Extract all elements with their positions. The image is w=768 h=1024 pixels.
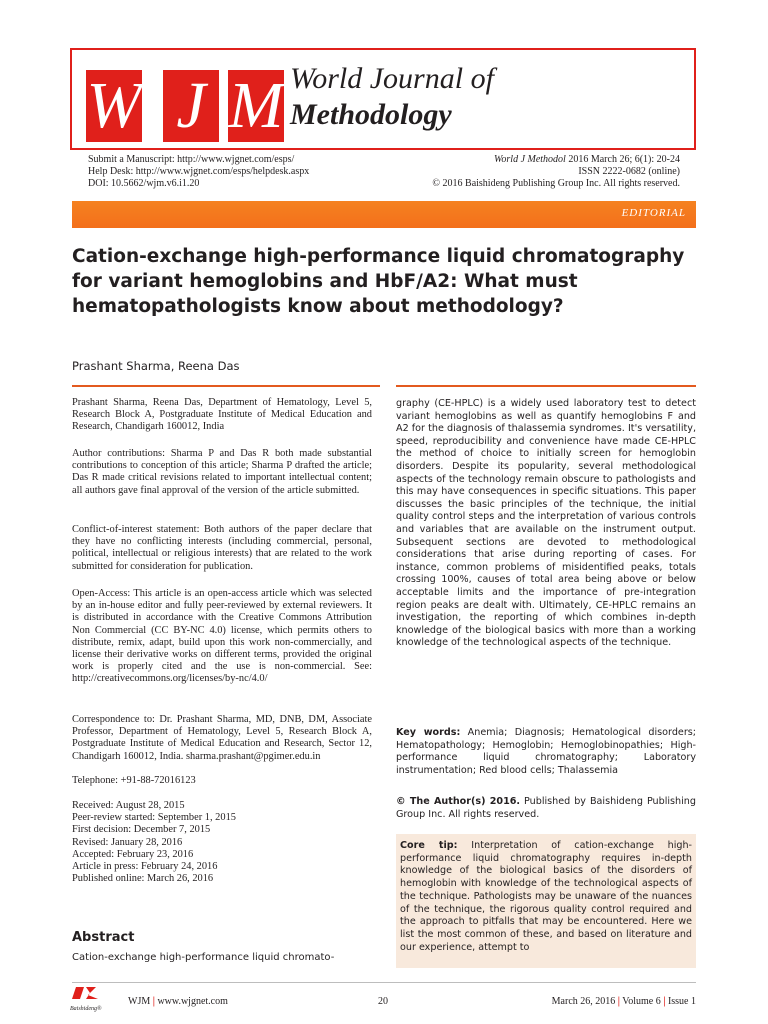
date-revised: Revised: January 28, 2016 <box>72 836 183 848</box>
footer-website-link[interactable]: www.wjgnet.com <box>157 996 228 1007</box>
divider-left <box>72 385 380 387</box>
footer-date: March 26, 2016 <box>551 996 616 1007</box>
keywords-list: Anemia; Diagnosis; Hematological disorders; Hematopathology; Hemoglobin; Hemoglobinopathies; High-performance liquid chromatography; Laboratory instrumentation; Red blood cells; Thalassemia <box>396 727 696 776</box>
keywords-label: Key words: <box>396 727 461 738</box>
keywords <box>396 727 696 777</box>
footer-volume: Volume 6 <box>622 996 661 1007</box>
date-accepted: Accepted: February 23, 2016 <box>72 848 194 860</box>
footer-separator: | <box>663 996 666 1007</box>
core-tip-label: Core tip: <box>400 840 458 851</box>
doi[interactable]: DOI: 10.5662/wjm.v6.i1.20 <box>88 178 200 189</box>
author-copyright <box>396 796 696 821</box>
author-copyright-text: Published by Baishideng Publishing Group Inc. All rights reserved. <box>396 796 696 820</box>
core-tip <box>400 840 692 954</box>
section-bar <box>72 201 696 228</box>
author-copyright-label: © The Author(s) 2016. <box>396 796 521 807</box>
date-published: Published online: March 26, 2016 <box>72 873 214 885</box>
journal-name-line1: World Journal of <box>290 62 494 95</box>
citation-journal: World J Methodol <box>493 154 566 165</box>
footer-journal <box>128 996 228 1007</box>
date-peer-review: Peer-review started: September 1, 2015 <box>72 812 236 824</box>
article-title: Cation-exchange high-performance liquid chromatography for variant hemoglobins and HbF/A2: What must hematopathologists know about methodology? <box>72 246 685 317</box>
logo-letter-m: M <box>228 69 284 142</box>
date-received: Received: August 28, 2015 <box>72 800 185 811</box>
page-number: 20 <box>378 996 388 1007</box>
conflict-of-interest: Conflict-of-interest statement: Both authors of the paper declare that they have no conflicting interests (including commercial, personal, political, intellectual or religious interests) that are related to the work submitted for consideration for publication. <box>72 524 372 572</box>
telephone: Telephone: +91-88-72016123 <box>72 775 196 786</box>
citation <box>494 154 680 166</box>
date-first-decision: First decision: December 7, 2015 <box>72 824 211 836</box>
article-dates <box>72 800 372 885</box>
footer-issue-info <box>552 996 696 1007</box>
abstract-continued: graphy (CE-HPLC) is a widely used laboratory test to detect variant hemoglobins as well as quantify hemoglobins F and A2 for the diagnosis of thalassemia syndromes. It's versatility, speed, reproducibility and convenience have made CE-HPLC the method of choice to initially screen for hemoglobin disorders. Despite its popularity, several methodological aspects of the technology remain obscure to pathologists and this may have consequences in specific situations. This paper discusses the basic principles of the technique, the initial quality control steps and the interpretation of various controls and variables that are available on the instrument output. Subsequent sections are devoted to methodological considerations that arise during reporting of cases. For instance, common problems of misidentified peaks, totals crossing 100%, causes of total area being above or below acceptable limits and the importance of pre-integration region peaks are dealt with. Ultimately, CE-HPLC remains an investigation, the reporting of which combines in-depth knowledge of the biological basics with more than a working knowledge of the technological aspects of the technique. <box>396 398 696 649</box>
correspondence: Correspondence to: Dr. Prashant Sharma, MD, DNB, DM, Associate Professor, Department of Hematology, Level 5, Research Block A, Postgraduate Institute of Medical Education and Research, Sector 12, Chandigarh 160012, India. sharma.prashant@pgimer.edu.in <box>72 714 372 762</box>
journal-masthead <box>70 48 696 150</box>
date-in-press: Article in press: February 24, 2016 <box>72 861 218 873</box>
submit-manuscript-link[interactable]: Submit a Manuscript: http://www.wjgnet.com/esps/ <box>88 154 295 165</box>
abstract-first-line: Cation-exchange high-performance liquid chromato- <box>72 952 335 963</box>
divider-right <box>396 385 696 387</box>
logo-letter-w: W <box>86 69 142 142</box>
publisher-name: Baishideng® <box>70 1006 102 1012</box>
journal-name-line2: Methodology <box>290 98 452 131</box>
affiliation: Prashant Sharma, Reena Das, Department of Hematology, Level 5, Research Block A, Postgraduate Institute of Medical Education and Research, Chandigarh 160012, India <box>72 397 372 433</box>
footer-separator: | <box>617 996 620 1007</box>
open-access-statement: Open-Access: This article is an open-access article which was selected by an in-house editor and fully peer-reviewed by external reviewers. It is distributed in accordance with the Creative Commons Attribution Non Commercial (CC BY-NC 4.0) license, which permits others to distribute, remix, adapt, build upon this work non-commercially, and license their derivative works on different terms, provided the original work is properly cited and the use is non-commercial. See: http://creativecommons.org/licenses/by-nc/4.0/ <box>72 588 372 685</box>
section-label: EDITORIAL <box>621 207 686 219</box>
issn: ISSN 2222-0682 (online) <box>578 166 680 177</box>
footer-separator: | <box>152 996 155 1007</box>
abstract-heading: Abstract <box>72 930 135 945</box>
citation-details: 2016 March 26; 6(1): 20-24 <box>565 154 680 165</box>
logo-letter-j: J <box>163 70 219 142</box>
publisher-logo-icon <box>72 985 108 1005</box>
article-authors: Prashant Sharma, Reena Das <box>72 359 240 373</box>
footer-journal-abbr: WJM <box>128 996 151 1007</box>
core-tip-text: Interpretation of cation-exchange high-performance liquid chromatography requires in-depth knowledge of the biological basics of the disorders of hemoglobin with knowledge of the technological aspects of the technique. Pathologists may be unaware of the nuances of the technique, the rigorous quality control required and the approach to pitfalls that may be encountered. Here we list the most common of these, and based on literature and our experience, attempt to <box>400 840 692 953</box>
help-desk-link[interactable]: Help Desk: http://www.wjgnet.com/esps/helpdesk.aspx <box>88 166 310 177</box>
footer-rule <box>72 982 696 983</box>
copyright-notice: © 2016 Baishideng Publishing Group Inc. All rights reserved. <box>432 178 680 189</box>
author-contributions: Author contributions: Sharma P and Das R both made substantial contributions to conception of this article; Sharma P drafted the article; Das R made critical revisions related to important intellectual content; all authors gave final approval of the version of the article submitted. <box>72 448 372 496</box>
footer-issue: Issue 1 <box>667 996 696 1007</box>
